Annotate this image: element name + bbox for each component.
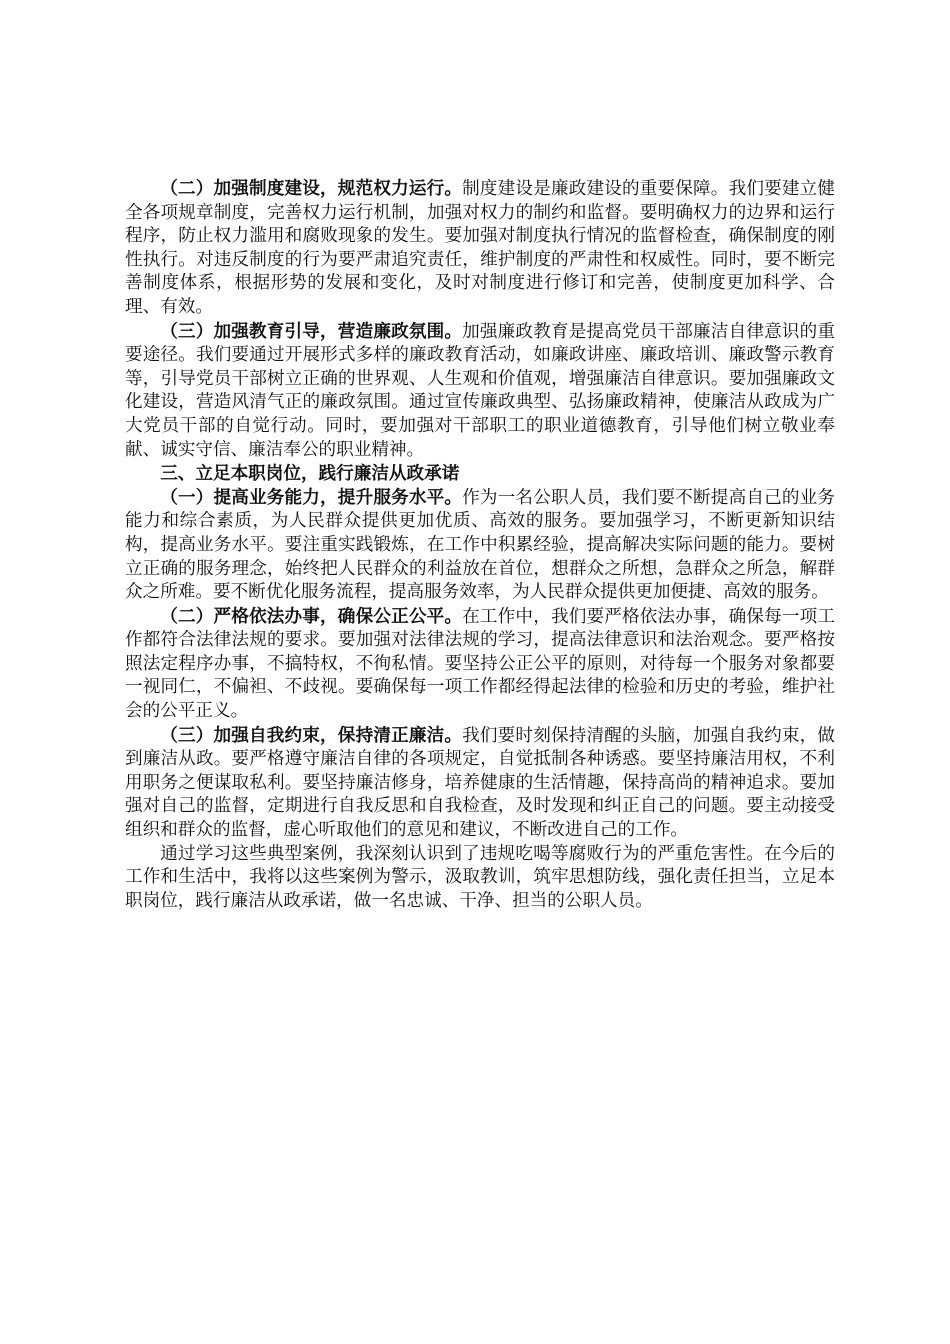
paragraph-body: 作为一名公职人员，我们要不断提高自己的业务能力和综合素质，为人民群众提供更加优质、高效的服务。要加强学习，不断更新知识结构，提高业务水平。要注重实践锻炼，在工作中积累经验，提高解决实际问题的能力。要树立正确的服务理念，始终把人民群众的利益放在首位，想群众之所想，急群众之所急，解群众之所难。要不断优化服务流程，提高服务效率，为人民群众提供更加便捷、高效的服务。: [125, 487, 835, 603]
paragraph-lead: （三）加强自我约束，保持清正廉洁。: [160, 724, 463, 746]
paragraph-self-discipline: [125, 724, 835, 843]
paragraph-education-guidance: [125, 320, 835, 463]
paragraph-lead: （二）加强制度建设，规范权力运行。: [160, 178, 463, 199]
paragraph-lead: （一）提高业务能力，提升服务水平。: [160, 486, 463, 508]
paragraph-body: 我们要时刻保持清醒的头脑，加强自我约束，做到廉洁从政。要严格遵守廉洁自律的各项规定，自觉抵制各种诱惑。要坚持廉洁用权，不利用职务之便谋取私利。要坚持廉洁修身，培养健康的生活情趣，保持高尚的精神追求。要加强对自己的监督，定期进行自我反思和自我检查，及时发现和纠正自己的问题。要主动接受组织和群众的监督，虚心听取他们的意见和建议，不断改进自己的工作。: [125, 725, 835, 841]
paragraph-lead: （二）严格依法办事，确保公正公平。: [160, 605, 463, 627]
paragraph-institution-building: [125, 177, 835, 320]
paragraph-body: 在工作中，我们要严格依法办事，确保每一项工作都符合法律法规的要求。要加强对法律法规的学习，提高法律意识和法治观念。要严格按照法定程序办事，不搞特权，不徇私情。要坚持公正公平的原则，对待每一个服务对象都要一视同仁，不偏袒、不歧视。要确保每一项工作都经得起法律的检验和历史的考验，维护社会的公平正义。: [125, 606, 835, 722]
document-page: [125, 177, 835, 913]
paragraph-law-based-work: [125, 605, 835, 724]
paragraph-business-ability: [125, 486, 835, 605]
paragraph-lead: （三）加强教育引导，营造廉政氛围。: [160, 320, 463, 342]
section-heading: 三、立足本职岗位，践行廉洁从政承诺: [160, 463, 460, 485]
paragraph-body: 加强廉政教育是提高党员干部廉洁自律意识的重要途径。我们要通过开展形式多样的廉政教育活动，如廉政讲座、廉政培训、廉政警示教育等，引导党员干部树立正确的世界观、人生观和价值观，增强廉洁自律意识。要加强廉政文化建设，营造风清气正的廉政氛围。通过宣传廉政典型、弘扬廉政精神，使廉洁从政成为广大党员干部的自觉行动。同时，要加强对干部职工的职业道德教育，引导他们树立敬业奉献、诚实守信、廉洁奉公的职业精神。: [125, 321, 835, 460]
paragraph-conclusion: 通过学习这些典型案例，我深刻认识到了违规吃喝等腐败行为的严重危害性。在今后的工作和生活中，我将以这些案例为警示，汲取教训，筑牢思想防线，强化责任担当，立足本职岗位，践行廉洁从政承诺，做一名忠诚、干净、担当的公职人员。: [125, 843, 835, 911]
paragraph-body: 制度建设是廉政建设的重要保障。我们要建立健全各项规章制度，完善权力运行机制，加强对权力的制约和监督。要明确权力的边界和运行程序，防止权力滥用和腐败现象的发生。要加强对制度执行情况的监督检查，确保制度的刚性执行。对违反制度的行为要严肃追究责任，维护制度的严肃性和权威性。同时，要不断完善制度体系，根据形势的发展和变化，及时对制度进行修订和完善，使制度更加科学、合理、有效。: [125, 179, 835, 317]
